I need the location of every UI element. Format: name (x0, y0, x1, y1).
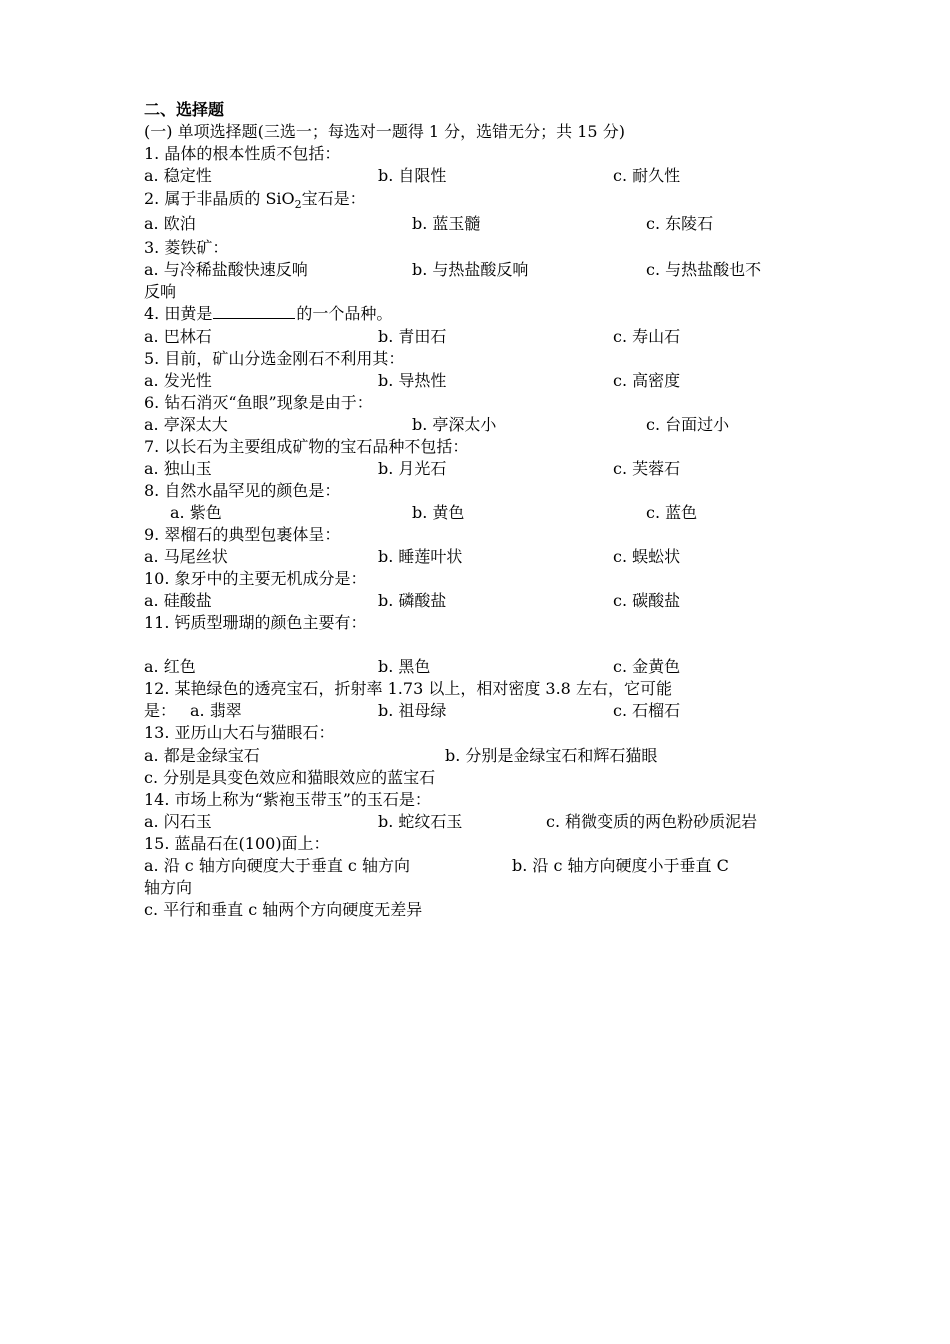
option-5b: b. 导热性 (378, 371, 447, 390)
question-1: 1. 晶体的根本性质不包括： (144, 144, 341, 163)
option-10b: b. 磷酸盐 (378, 591, 447, 610)
fill-in-blank (213, 303, 295, 319)
question-13: 13. 亚历山大石与猫眼石： (144, 723, 335, 742)
option-9a: a. 马尾丝状 (144, 547, 228, 566)
option-6b: b. 亭深太小 (412, 415, 497, 434)
option-11b: b. 黑色 (378, 657, 431, 676)
subsection-heading: (一) 单项选择题(三选一；每选对一题得 1 分，选错无分；共 15 分) (144, 122, 625, 141)
option-4c: c. 寿山石 (613, 327, 681, 346)
option-5a: a. 发光性 (144, 371, 212, 390)
option-1b: b. 自限性 (378, 166, 447, 185)
option-15a: a. 沿 c 轴方向硬度大于垂直 c 轴方向 (144, 856, 410, 875)
option-13c: c. 分别是具变色效应和猫眼效应的蓝宝石 (144, 768, 436, 787)
question-5: 5. 目前，矿山分选金刚石不利用其： (144, 349, 405, 368)
question-8: 8. 自然水晶罕见的颜色是： (144, 481, 341, 500)
option-11a: a. 红色 (144, 657, 196, 676)
question-2-post: 宝石是： (301, 189, 366, 208)
option-8c: c. 蓝色 (646, 503, 698, 522)
option-8b: b. 黄色 (412, 503, 465, 522)
option-3c-continued: 反响 (144, 282, 177, 301)
option-3b: b. 与热盐酸反响 (412, 260, 529, 279)
question-9: 9. 翠榴石的典型包裹体呈： (144, 525, 341, 544)
option-5c: c. 高密度 (613, 371, 681, 390)
question-14: 14. 市场上称为“紫袍玉带玉”的玉石是： (144, 790, 431, 809)
option-15b: b. 沿 c 轴方向硬度小于垂直 C (512, 856, 729, 875)
option-2b: b. 蓝玉髓 (412, 214, 481, 233)
option-7a: a. 独山玉 (144, 459, 212, 478)
question-11: 11. 钙质型珊瑚的颜色主要有： (144, 613, 367, 632)
option-15c: c. 平行和垂直 c 轴两个方向硬度无差异 (144, 900, 423, 919)
option-14c: c. 稍微变质的两色粉砂质泥岩 (546, 812, 758, 831)
question-2 (144, 188, 366, 210)
question-12: 12. 某艳绿色的透亮宝石，折射率 1.73 以上，相对密度 3.8 左右，它可能 (144, 679, 672, 698)
question-2-pre: 2. 属于非晶质的 SiO (144, 189, 295, 208)
option-1a: a. 稳定性 (144, 166, 212, 185)
question-3: 3. 菱铁矿： (144, 238, 229, 257)
option-3c: c. 与热盐酸也不 (646, 260, 762, 279)
option-14a: a. 闪石玉 (144, 812, 212, 831)
question-4-post: 的一个品种。 (296, 304, 393, 323)
option-12a: a. 翡翠 (190, 701, 242, 720)
option-2c: c. 东陵石 (646, 214, 714, 233)
option-3a: a. 与冷稀盐酸快速反响 (144, 260, 308, 279)
question-12-continued: 是： (144, 701, 177, 720)
option-2a: a. 欧泊 (144, 214, 196, 233)
option-9c: c. 蜈蚣状 (613, 547, 681, 566)
option-7c: c. 芙蓉石 (613, 459, 681, 478)
option-9b: b. 睡莲叶状 (378, 547, 463, 566)
option-7b: b. 月光石 (378, 459, 447, 478)
option-14b: b. 蛇纹石玉 (378, 812, 463, 831)
section-title: 二、选择题 (144, 100, 225, 119)
option-11c: c. 金黄色 (613, 657, 681, 676)
option-10a: a. 硅酸盐 (144, 591, 212, 610)
option-12b: b. 祖母绿 (378, 701, 447, 720)
question-15: 15. 蓝晶石在(100)面上： (144, 834, 330, 853)
option-6c: c. 台面过小 (646, 415, 730, 434)
option-12c: c. 石榴石 (613, 701, 681, 720)
option-13b: b. 分别是金绿宝石和辉石猫眼 (445, 746, 658, 765)
question-7: 7. 以长石为主要组成矿物的宝石品种不包括： (144, 437, 469, 456)
question-4 (144, 303, 392, 325)
question-10: 10. 象牙中的主要无机成分是： (144, 569, 367, 588)
option-6a: a. 亭深太大 (144, 415, 228, 434)
question-4-pre: 4. 田黄是 (144, 304, 213, 323)
option-4a: a. 巴林石 (144, 327, 212, 346)
question-6: 6. 钻石消灭“鱼眼”现象是由于： (144, 393, 373, 412)
option-10c: c. 碳酸盐 (613, 591, 681, 610)
question-2-subscript: 2 (294, 198, 302, 212)
option-8a: a. 紫色 (170, 503, 222, 522)
option-13a: a. 都是金绿宝石 (144, 746, 260, 765)
option-1c: c. 耐久性 (613, 166, 681, 185)
option-4b: b. 青田石 (378, 327, 447, 346)
option-15b-continued: 轴方向 (144, 878, 193, 897)
